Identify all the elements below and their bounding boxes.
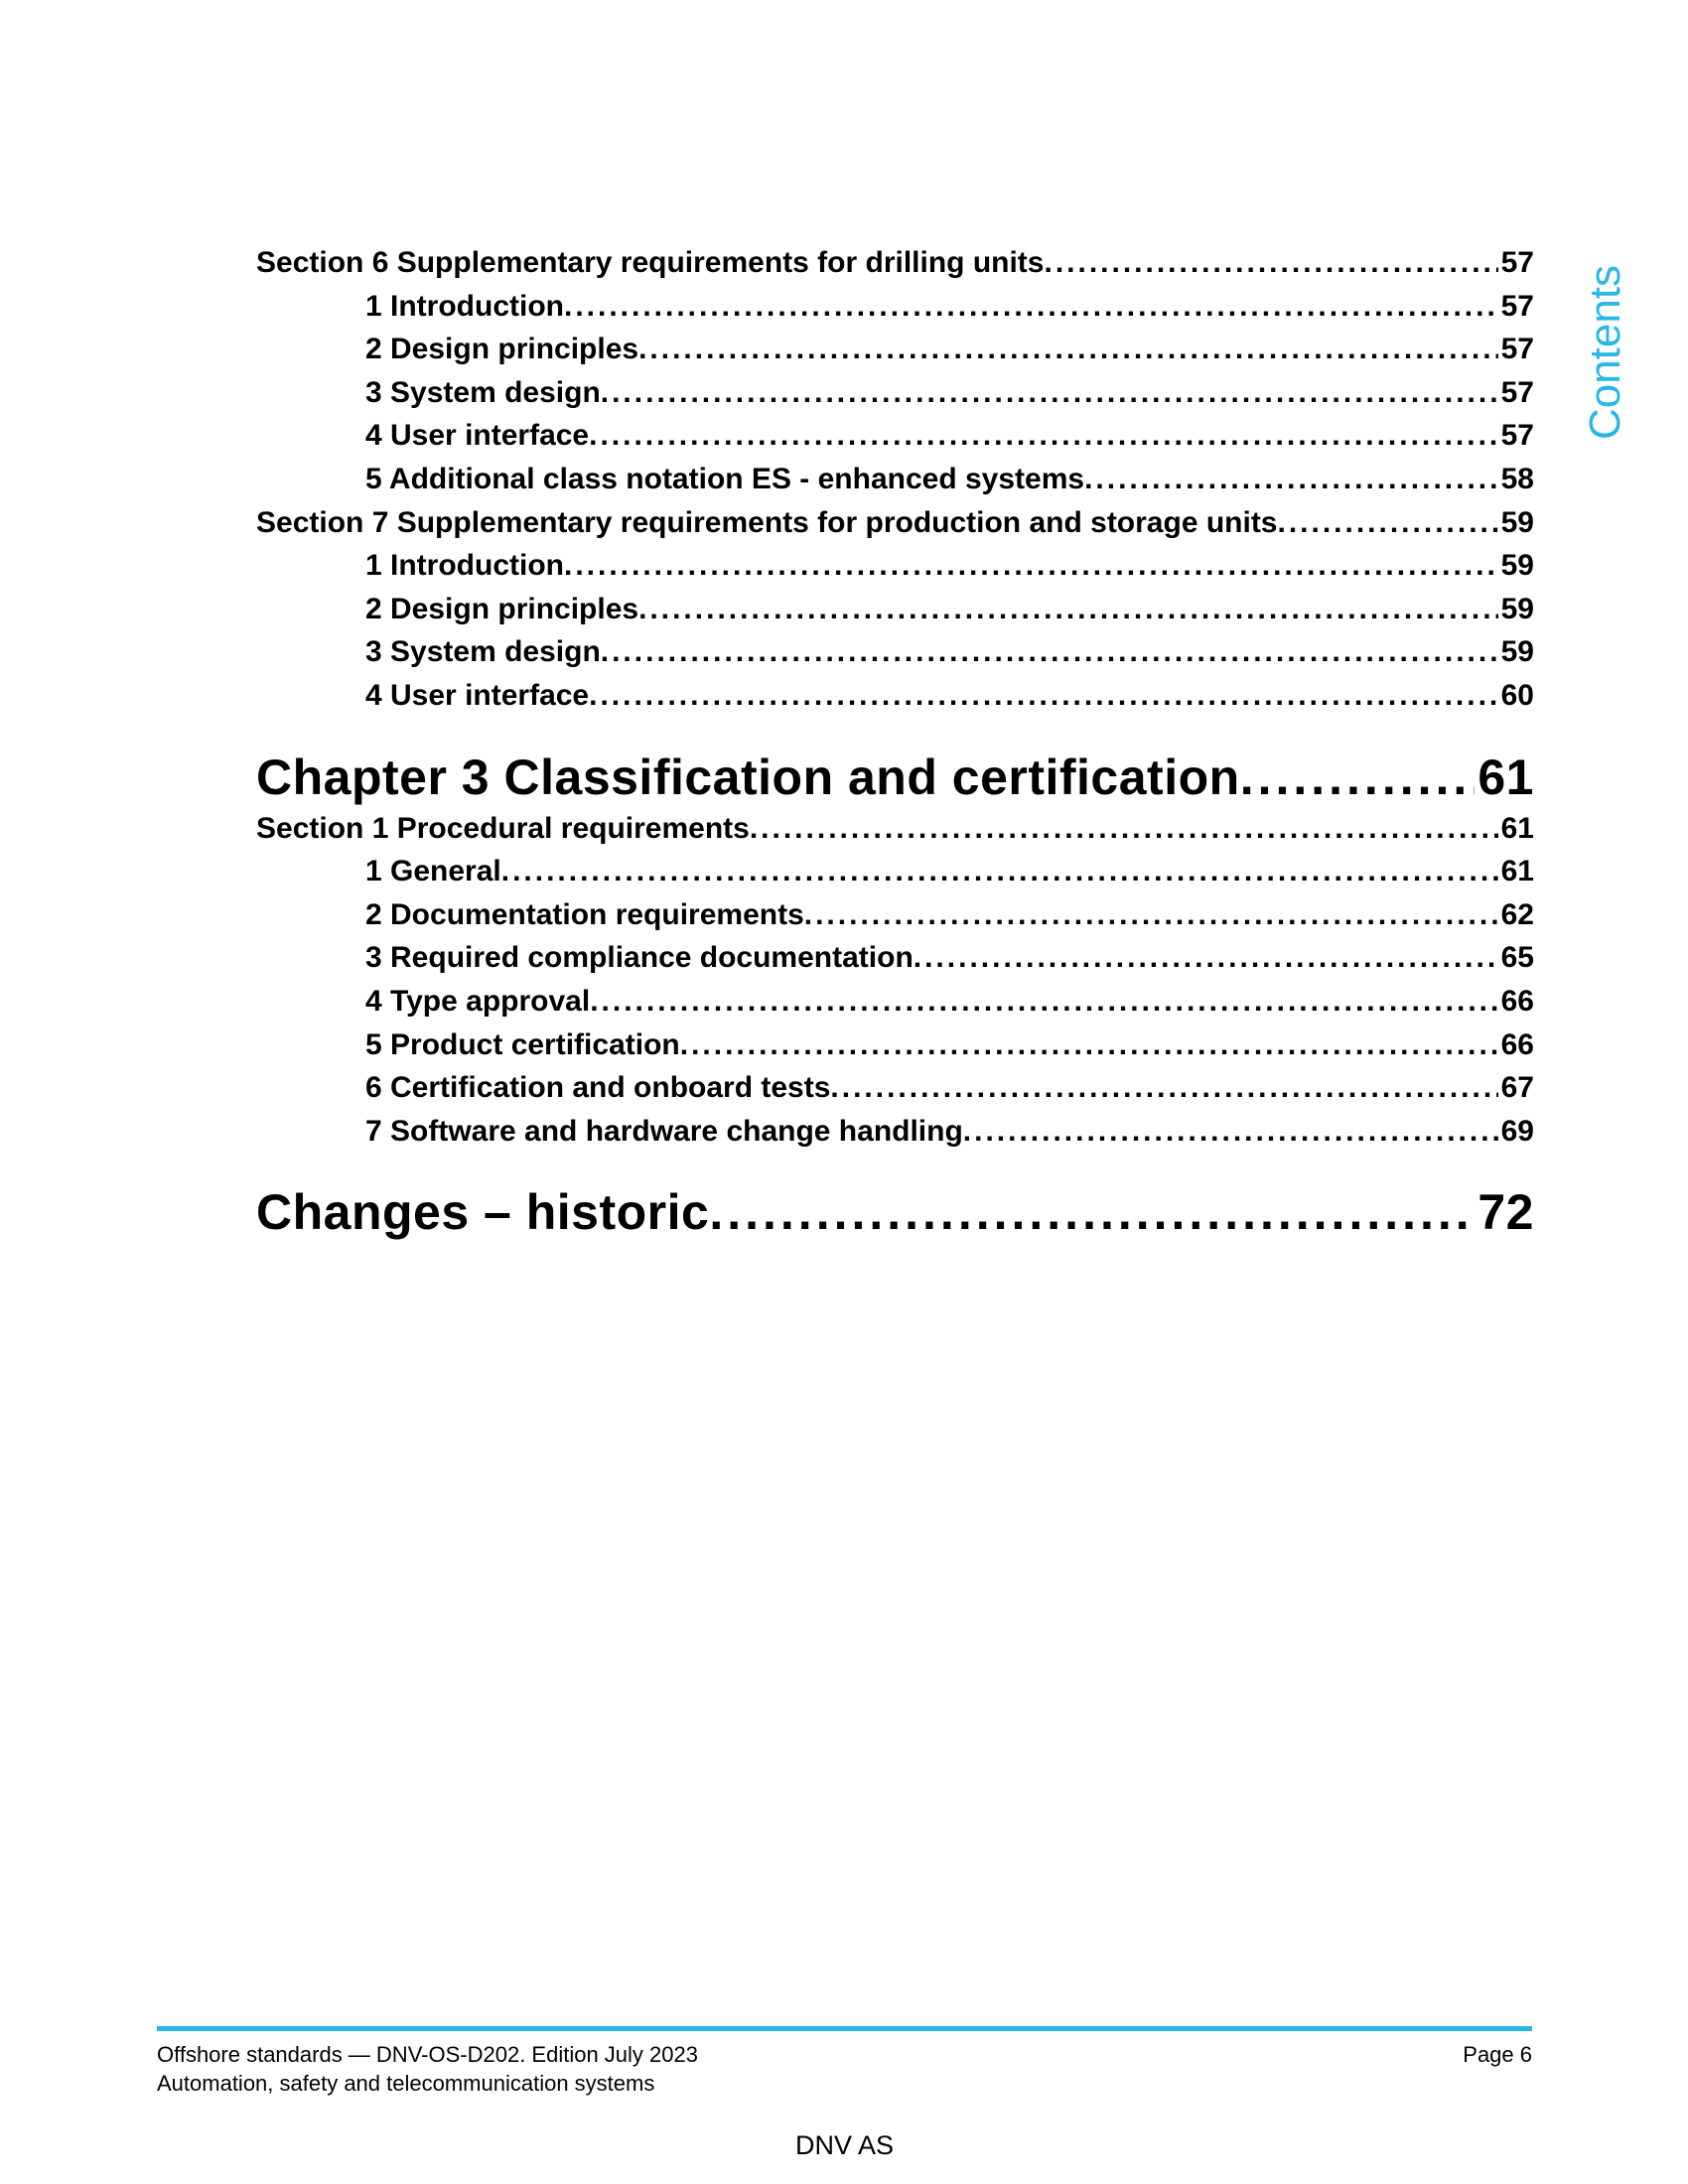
footer-document-subtitle: Automation, safety and telecommunication systems (157, 2071, 655, 2096)
dot-leader (564, 285, 1498, 329)
toc-entry[interactable] (256, 371, 1534, 415)
toc-entry-page: 72 (1477, 1184, 1534, 1241)
toc-entry-page: 65 (1500, 941, 1534, 975)
toc-entry-page: 62 (1500, 897, 1534, 931)
toc-entry-label: 1 Introduction (365, 549, 564, 583)
toc-entry-page: 61 (1477, 749, 1534, 805)
toc-entry-page: 57 (1500, 419, 1534, 453)
toc-entry[interactable] (256, 285, 1534, 329)
toc-entry-page: 59 (1500, 505, 1534, 539)
toc-entry-page: 66 (1500, 984, 1534, 1018)
dot-leader (601, 371, 1498, 415)
toc-entry[interactable] (256, 458, 1534, 501)
dot-leader (830, 1066, 1497, 1110)
toc-entry[interactable] (256, 674, 1534, 718)
toc-entry[interactable] (256, 1024, 1534, 1067)
dot-leader (590, 980, 1497, 1024)
table-of-contents (256, 241, 1534, 1242)
toc-entry[interactable] (256, 1182, 1534, 1242)
toc-entry-label: 2 Design principles (365, 592, 639, 625)
toc-entry-label: 6 Certification and onboard tests (365, 1071, 831, 1105)
toc-entry[interactable] (256, 630, 1534, 674)
contents-side-label: Contents (1581, 264, 1629, 441)
toc-entry[interactable] (256, 328, 1534, 371)
toc-entry-label: 1 Introduction (365, 289, 564, 323)
dot-leader (1278, 501, 1498, 545)
dot-leader (601, 630, 1498, 674)
dot-leader (589, 674, 1498, 718)
footer-page-number: Page 6 (1463, 2042, 1532, 2067)
toc-entry-page: 57 (1500, 246, 1534, 279)
toc-entry-page: 59 (1500, 635, 1534, 669)
toc-entry-page: 61 (1500, 811, 1534, 845)
page-footer (157, 2026, 1532, 2098)
toc-entry-page: 58 (1500, 462, 1534, 495)
dot-leader (638, 328, 1498, 371)
footer-divider-rule (157, 2026, 1532, 2031)
toc-entry-page: 59 (1500, 549, 1534, 583)
dot-leader (709, 1182, 1475, 1242)
toc-entry-page: 57 (1500, 333, 1534, 366)
toc-entry-page: 60 (1500, 678, 1534, 712)
dot-leader (1044, 241, 1497, 285)
toc-entry-page: 66 (1500, 1027, 1534, 1061)
toc-entry-label: 1 General (365, 855, 501, 888)
toc-entry-label: 4 Type approval (365, 984, 591, 1018)
toc-entry-label: 3 Required compliance documentation (365, 941, 914, 975)
toc-entry[interactable] (256, 544, 1534, 588)
dot-leader (564, 544, 1498, 588)
dot-leader (589, 414, 1498, 458)
toc-entry-label: 2 Documentation requirements (365, 897, 804, 931)
toc-entry-label: 5 Product certification (365, 1027, 680, 1061)
toc-entry[interactable] (256, 936, 1534, 980)
toc-entry[interactable] (256, 414, 1534, 458)
dot-leader (680, 1024, 1498, 1067)
toc-entry-label: Section 1 Procedural requirements (256, 811, 750, 845)
dot-leader (1240, 748, 1476, 807)
toc-entry-page: 61 (1500, 855, 1534, 888)
dot-leader (750, 807, 1498, 851)
toc-entry[interactable] (256, 748, 1534, 807)
toc-entry-label: 4 User interface (365, 419, 590, 453)
toc-entry[interactable] (256, 1066, 1534, 1110)
toc-entry[interactable] (256, 980, 1534, 1024)
toc-entry[interactable] (256, 893, 1534, 937)
toc-entry[interactable] (256, 850, 1534, 893)
toc-entry-label: Section 6 Supplementary requirements for drilling units (256, 246, 1045, 279)
toc-entry-label: 3 System design (365, 375, 601, 409)
dot-leader (501, 850, 1498, 893)
toc-entry-page: 67 (1500, 1071, 1534, 1105)
toc-entry[interactable] (256, 501, 1534, 545)
toc-entry-page: 59 (1500, 592, 1534, 625)
toc-entry-label: Chapter 3 Classification and certification (256, 749, 1240, 805)
toc-entry-page: 69 (1500, 1114, 1534, 1148)
toc-entry-label: Changes – historic (256, 1184, 710, 1241)
toc-entry-page: 57 (1500, 375, 1534, 409)
toc-entry-label: 7 Software and hardware change handling (365, 1114, 963, 1148)
toc-entry[interactable] (256, 241, 1534, 285)
toc-entry-label: Section 7 Supplementary requirements for production and storage units (256, 505, 1278, 539)
dot-leader (1084, 458, 1498, 501)
dot-leader (638, 588, 1498, 631)
toc-entry-label: 5 Additional class notation ES - enhanced systems (365, 462, 1085, 495)
toc-entry-label: 2 Design principles (365, 333, 639, 366)
toc-entry-label: 3 System design (365, 635, 601, 669)
toc-entry-label: 4 User interface (365, 678, 590, 712)
toc-entry[interactable] (256, 588, 1534, 631)
toc-entry-page: 57 (1500, 289, 1534, 323)
dot-leader (963, 1110, 1498, 1154)
publisher-name: DNV AS (794, 2130, 895, 2160)
toc-entry[interactable] (256, 1110, 1534, 1154)
toc-entry[interactable] (256, 807, 1534, 851)
dot-leader (914, 936, 1498, 980)
dot-leader (804, 893, 1498, 937)
footer-document-title: Offshore standards — DNV-OS-D202. Edition July 2023 (157, 2042, 698, 2067)
